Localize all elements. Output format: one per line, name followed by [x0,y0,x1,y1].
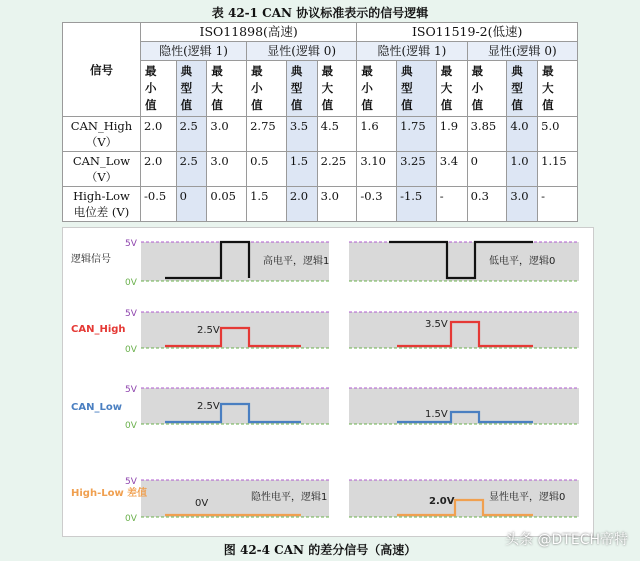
table-cell: -1.5 [397,187,437,222]
table-cell: 3.0 [317,187,357,222]
figure-row-label: CAN_Low [71,402,122,413]
figure-row-label: High-Low 差值 [71,488,148,499]
table-cell: 1.9 [436,117,467,152]
voltage-annotation: 2.5V [197,401,220,412]
table-cell: -0.3 [357,187,397,222]
table-cell: 1.5 [286,152,317,187]
logic-label: 隐性(逻辑 1) [141,42,247,61]
table-cell: 2.0 [141,117,177,152]
differential-signal-figure [62,227,594,537]
voltage-annotation: 3.5V [425,319,448,330]
logic-label: 显性(逻辑 0) [467,42,577,61]
waveform-canvas [63,228,595,538]
column-header: 最 小 值 [357,61,397,117]
column-header: 最 大 值 [207,61,247,117]
voltage-5v-label: 5V [125,309,137,319]
row-label: High-Low 电位差 (V) [63,187,141,222]
figure-row-label: 逻辑信号 [71,254,111,265]
table-cell: 0.05 [207,187,247,222]
table-cell: 0.5 [247,152,287,187]
signal-panel [349,388,579,424]
voltage-0v-label: 0V [125,421,137,431]
signal-panel [141,388,329,424]
table-cell: 1.75 [397,117,437,152]
figure-caption: 图 42-4 CAN 的差分信号（高速） [223,543,417,557]
logic-label: 隐性(逻辑 1) [357,42,467,61]
table-cell: 3.25 [397,152,437,187]
voltage-5v-label: 5V [125,385,137,395]
voltage-0v-label: 0V [125,514,137,524]
table-cell: 0 [467,152,507,187]
table-cell: -0.5 [141,187,177,222]
column-header: 最 小 值 [247,61,287,117]
logic-label: 显性(逻辑 0) [247,42,357,61]
watermark: 头条 @DTECH帝特 [505,532,628,548]
diff-annotation: 显性电平，逻辑0 [489,492,566,503]
table-cell: 0.3 [467,187,507,222]
table-cell: 2.75 [247,117,287,152]
table-cell: 3.4 [436,152,467,187]
column-header: 最 大 值 [317,61,357,117]
table-cell: 1.6 [357,117,397,152]
voltage-5v-label: 5V [125,477,137,487]
voltage-0v-label: 0V [125,345,137,355]
diff-value-annotation: 2.0V [429,496,455,507]
diff-annotation: 隐性电平，逻辑1 [251,492,328,503]
column-header: 最 大 值 [436,61,467,117]
logic-annotation: 低电平，逻辑0 [489,256,556,267]
logic-annotation: 高电平，逻辑1 [263,256,330,267]
column-header: 典 型 值 [286,61,317,117]
table-cell: 3.0 [207,117,247,152]
row-label: CAN_High （V） [63,117,141,152]
table-cell: 2.5 [176,117,207,152]
row-label: CAN_Low （V） [63,152,141,187]
table-cell: 1.0 [507,152,538,187]
column-header: 最 大 值 [538,61,578,117]
table-cell: 3.5 [286,117,317,152]
table-cell: - [436,187,467,222]
table-cell: 3.0 [207,152,247,187]
table-cell: - [538,187,578,222]
column-header: 最 小 值 [467,61,507,117]
signal-panel [141,312,329,348]
column-header: 典 型 值 [176,61,207,117]
table-cell: 0 [176,187,207,222]
table-cell: 1.15 [538,152,578,187]
table-row [63,152,578,187]
table-cell: 1.5 [247,187,287,222]
standard-iso11898: ISO11898(高速) [141,23,357,42]
voltage-5v-label: 5V [125,239,137,249]
table-cell: 5.0 [538,117,578,152]
signal-header: 信号 [63,23,141,117]
table-cell: 2.0 [141,152,177,187]
table-cell: 4.5 [317,117,357,152]
table-cell: 3.85 [467,117,507,152]
voltage-annotation: 1.5V [425,409,448,420]
signal-panel [349,312,579,348]
table-cell: 3.0 [507,187,538,222]
table-row [63,117,578,152]
standard-iso11519: ISO11519-2(低速) [357,23,578,42]
table-cell: 2.25 [317,152,357,187]
table-cell: 2.0 [286,187,317,222]
diff-value-annotation: 0V [195,498,209,509]
column-header: 典 型 值 [397,61,437,117]
voltage-0v-label: 0V [125,278,137,288]
table-cell: 4.0 [507,117,538,152]
column-header: 典 型 值 [507,61,538,117]
table-cell: 3.10 [357,152,397,187]
column-header: 最 小 值 [141,61,177,117]
figure-row-label: CAN_High [71,324,126,335]
table-row [63,187,578,222]
table-cell: 2.5 [176,152,207,187]
voltage-annotation: 2.5V [197,325,220,336]
signal-logic-table [62,22,578,222]
table-title: 表 42-1 CAN 协议标准表示的信号逻辑 [211,6,429,20]
